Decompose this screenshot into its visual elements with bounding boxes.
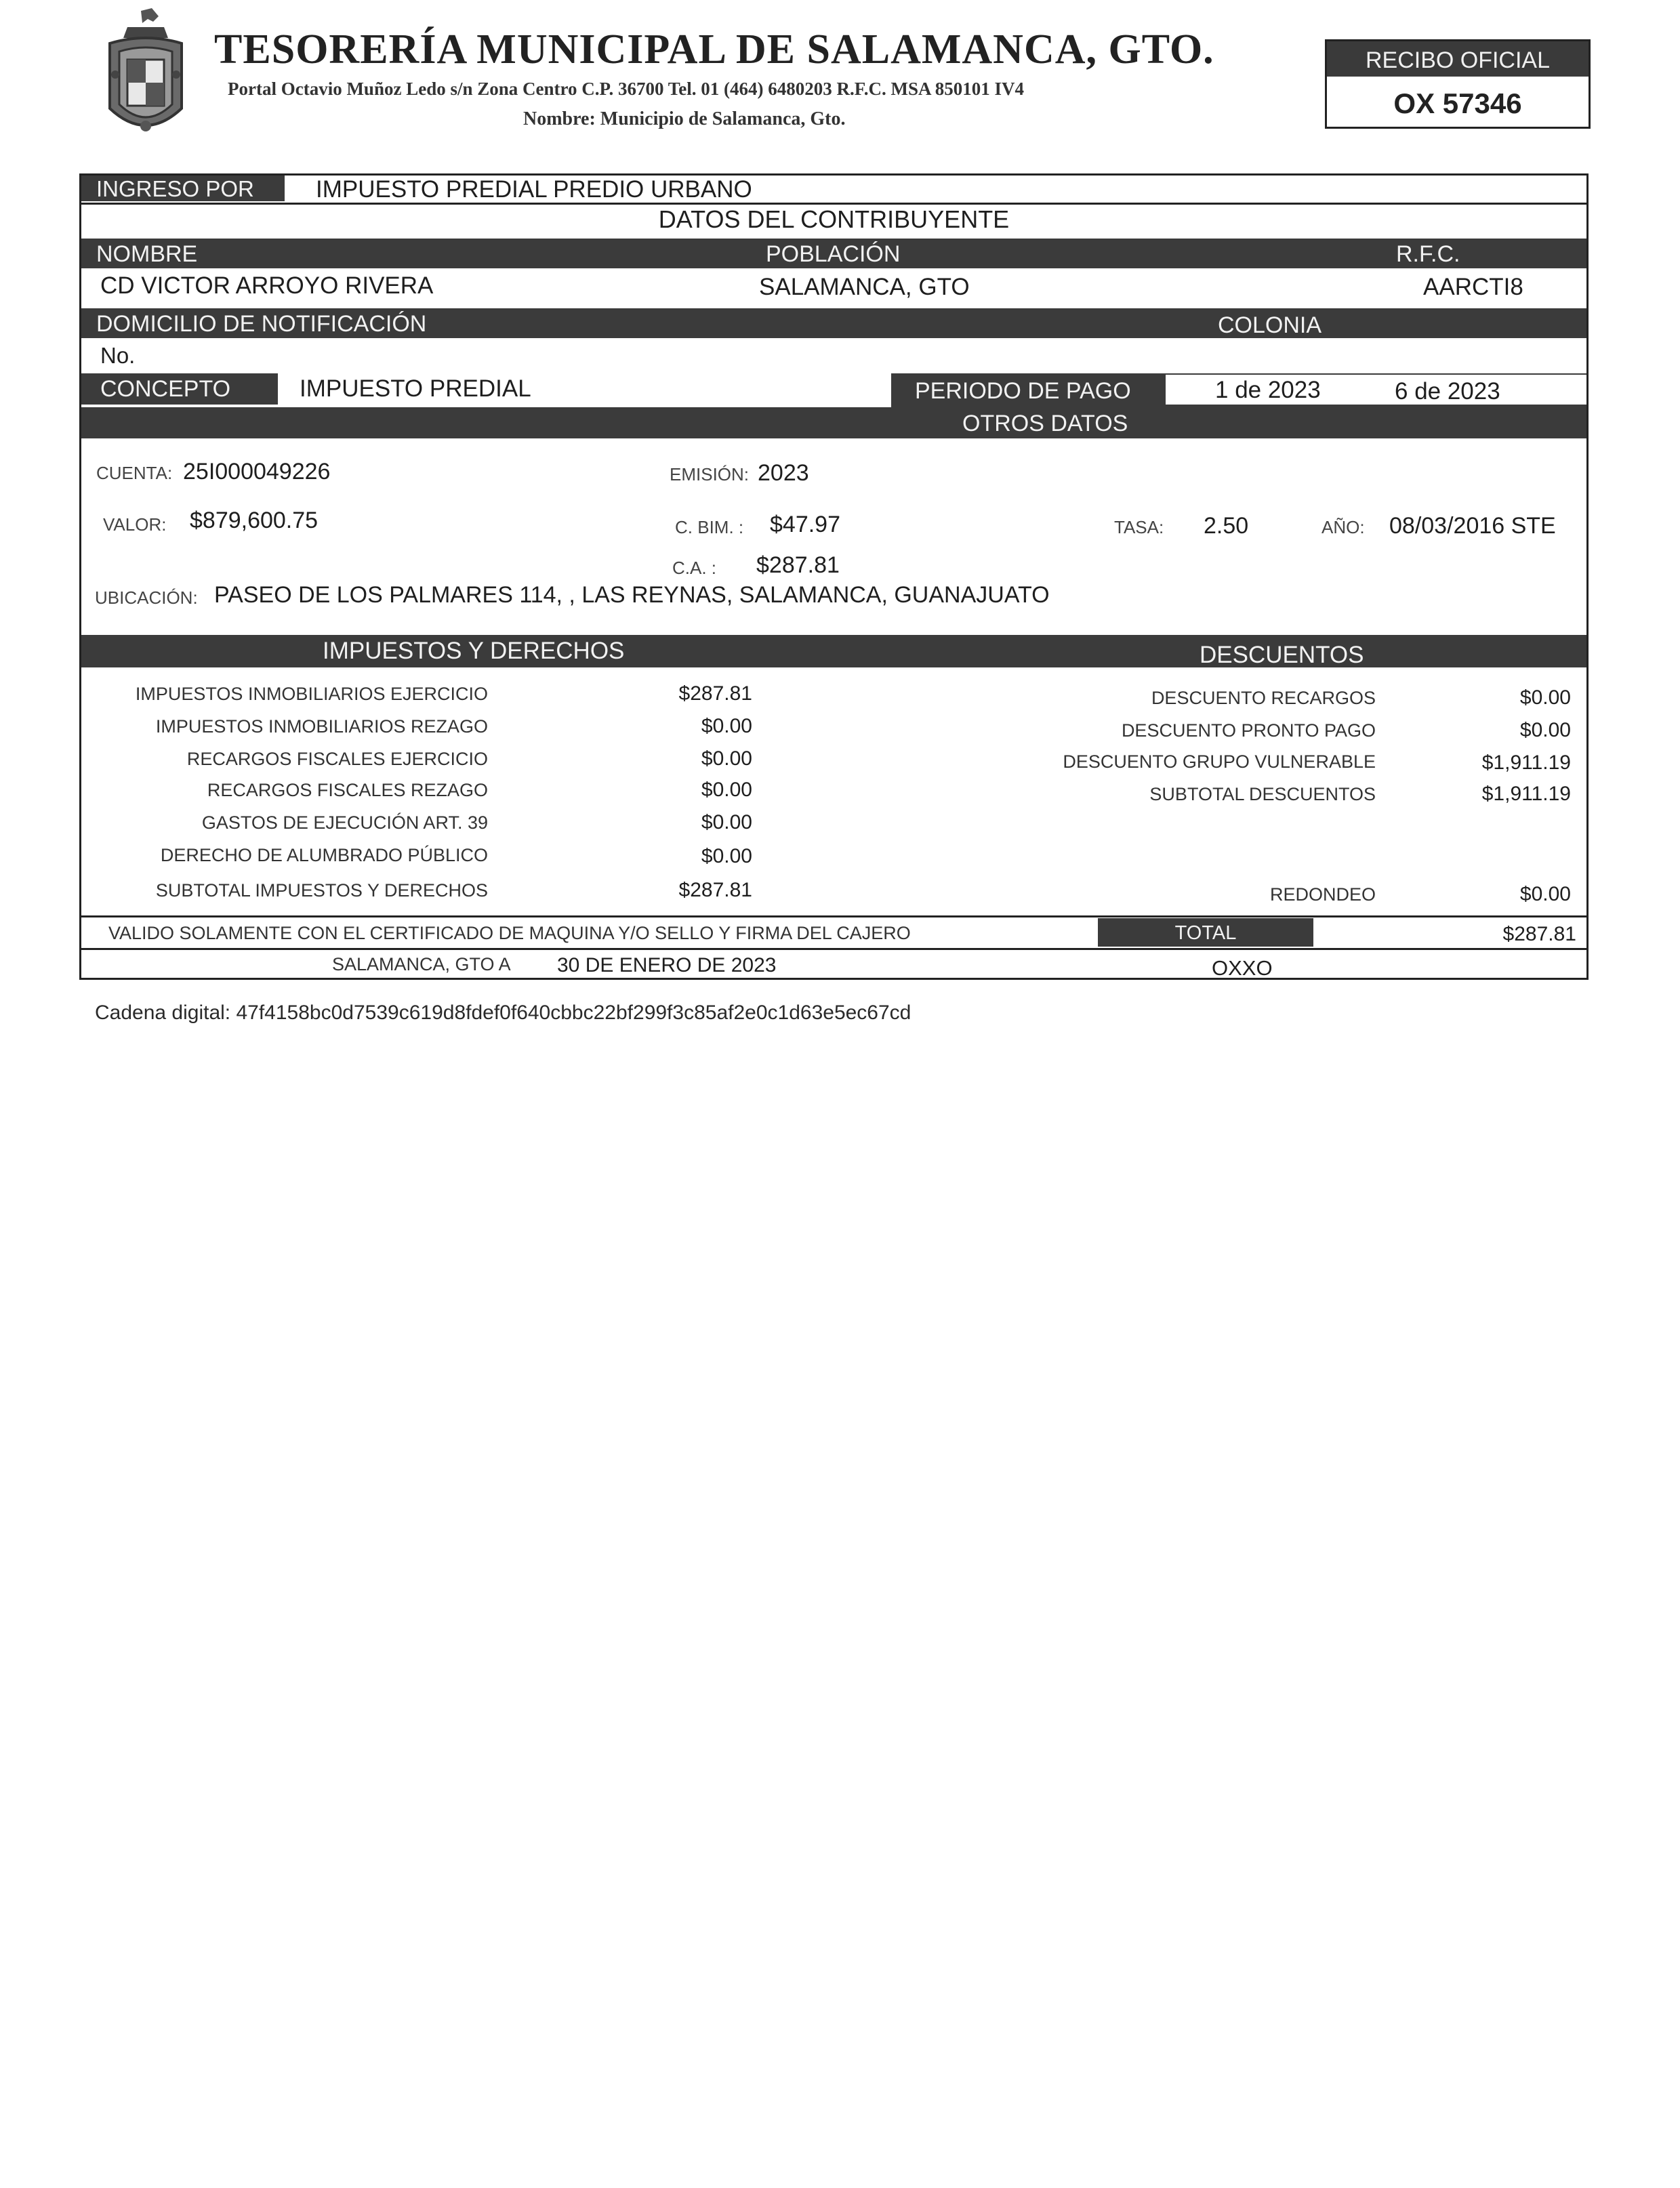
ubicacion-label: UBICACIÓN: [95,587,198,608]
rfc-value: AARCTI8 [1423,274,1523,300]
impuesto-row-label: RECARGOS FISCALES EJERCICIO [186,749,488,769]
otros-datos-title: OTROS DATOS [962,411,1128,436]
impuesto-row-value: $287.81 [678,682,752,705]
valor-label: VALOR: [103,514,167,535]
impuesto-row-value: $0.00 [701,715,752,737]
descuento-row-value: $0.00 [1519,686,1571,709]
descuento-subtotal-label: SUBTOTAL DESCUENTOS [1149,784,1376,804]
periodo-desde: 1 de 2023 [1215,377,1321,403]
receipt-label: RECIBO OFICIAL [1327,41,1589,77]
impuesto-row-value: $0.00 [701,747,752,770]
descuento-row-value: $1,911.19 [1481,751,1571,774]
cbim-label: C. BIM. : [675,517,744,537]
municipal-seal-logo [100,7,191,146]
concepto-value: IMPUESTO PREDIAL [300,375,531,402]
impuesto-subtotal-label: SUBTOTAL IMPUESTOS Y DERECHOS [155,880,488,901]
treasury-address: Portal Octavio Muñoz Ledo s/n Zona Centro C.P. 36700 Tel. 01 (464) 6480203 R.F.C. MSA 850101 IV4 [228,79,1025,99]
impuesto-row-label: IMPUESTOS INMOBILIARIOS REZAGO [155,716,488,737]
colonia-label: COLONIA [1218,312,1322,338]
ca-value: $287.81 [756,552,840,578]
anio-label: AÑO: [1322,517,1365,537]
emision-value: 2023 [758,460,809,486]
numero-label: No. [100,343,136,368]
receipt-form [79,173,1589,980]
descuento-subtotal-value: $1,911.19 [1481,783,1571,805]
impuesto-row-label: IMPUESTOS INMOBILIARIOS EJERCICIO [135,684,488,704]
impuesto-row-value: $0.00 [701,811,752,833]
ingreso-value: IMPUESTO PREDIAL PREDIO URBANO [316,176,752,203]
concepto-label: CONCEPTO [100,376,231,402]
descuento-row-label: DESCUENTO GRUPO VULNERABLE [1063,751,1376,772]
redondeo-value: $0.00 [1519,883,1571,905]
anio-value: 08/03/2016 STE [1389,513,1556,539]
impuesto-row-value: $0.00 [701,845,752,867]
tasa-value: 2.50 [1204,513,1249,539]
nombre-value: CD VICTOR ARROYO RIVERA [100,272,434,299]
divider [81,915,1586,917]
descuentos-title: DESCUENTOS [1200,642,1364,668]
receipt-number: OX 57346 [1393,87,1522,119]
cuenta-value: 25I000049226 [183,459,331,484]
contribuyente-section-title: DATOS DEL CONTRIBUYENTE [658,205,1010,233]
divider [81,203,1586,205]
cuenta-label: CUENTA: [96,463,173,483]
validez-note: VALIDO SOLAMENTE CON EL CERTIFICADO DE MAQUINA Y/O SELLO Y FIRMA DEL CAJERO [108,923,911,943]
fecha-value: 30 DE ENERO DE 2023 [557,954,777,976]
ca-label: C.A. : [672,558,717,578]
descuento-row-label: DESCUENTO PRONTO PAGO [1121,720,1376,741]
periodo-label: PERIODO DE PAGO [915,378,1131,404]
poblacion-value: SALAMANCA, GTO [759,274,970,300]
poblacion-label: POBLACIÓN [766,241,901,267]
domicilio-label: DOMICILIO DE NOTIFICACIÓN [96,311,427,337]
cbim-value: $47.97 [770,512,840,537]
rfc-label: R.F.C. [1396,241,1460,267]
nombre-label: NOMBRE [96,241,198,267]
valor-value: $879,600.75 [190,508,319,533]
divider [81,948,1586,950]
treasury-title: TESORERÍA MUNICIPAL DE SALAMANCA, GTO. [214,26,1214,73]
redondeo-label: REDONDEO [1269,884,1376,905]
treasury-name-line: Nombre: Municipio de Salamanca, Gto. [523,108,846,129]
descuento-row-value: $0.00 [1519,719,1571,741]
impuesto-row-value: $0.00 [701,779,752,801]
descuento-row-label: DESCUENTO RECARGOS [1151,688,1376,708]
periodo-hasta: 6 de 2023 [1395,378,1500,405]
ingreso-label: INGRESO POR [96,176,254,201]
impuesto-row-label: RECARGOS FISCALES REZAGO [207,780,488,800]
impuesto-row-label: DERECHO DE ALUMBRADO PÚBLICO [160,845,488,865]
total-label: TOTAL [1174,922,1237,944]
cadena-digital: Cadena digital: 47f4158bc0d7539c619d8fdef0f640cbbc22bf299f3c85af2e0c1d63e5ec67cd [95,1002,911,1024]
impuesto-row-label: GASTOS DE EJECUCIÓN ART. 39 [201,812,488,833]
impuestos-title: IMPUESTOS Y DERECHOS [323,638,625,664]
otros-datos-bar [81,407,1586,438]
emision-label: EMISIÓN: [670,464,750,484]
tasa-label: TASA: [1114,517,1164,537]
receipt-box [1325,39,1591,129]
impuesto-subtotal-value: $287.81 [678,879,752,901]
lugar-label: SALAMANCA, GTO A [332,954,511,974]
total-value: $287.81 [1502,923,1576,945]
ubicacion-value: PASEO DE LOS PALMARES 114, , LAS REYNAS, SALAMANCA, GUANAJUATO [214,582,1050,608]
cajero-value: OXXO [1212,956,1273,980]
